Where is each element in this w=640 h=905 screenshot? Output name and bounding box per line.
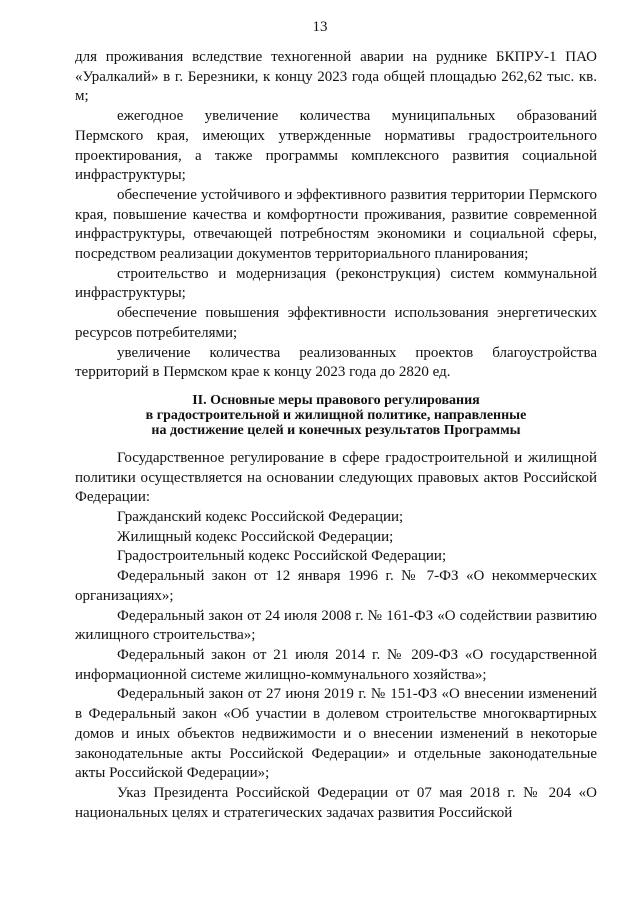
paragraph: обеспечение повышения эффективности использования энергетических ресурсов потребителями; (75, 305, 597, 341)
section-heading-line: на достижение целей и конечных результатов Программы (151, 422, 521, 438)
section-heading-line: II. Основные меры правового регулирования (192, 392, 480, 408)
section-heading (75, 393, 597, 438)
paragraph: ежегодное увеличение количества муниципальных образований Пермского края, имеющих утвержденные нормативы градостроительного проектирования, а также программы комплексного развития социальной инфраструктуры; (75, 108, 597, 184)
paragraph: обеспечение устойчивого и эффективного развития территории Пермского края, повышение качества и комфортности проживания, развитие современной инфраструктуры, отвечающей потребностям экономики и социальной сферы, посредством реализации документов территориального планирования; (75, 186, 597, 263)
list-item: Градостроительный кодекс Российской Федерации; (117, 548, 447, 565)
paragraph: для проживания вследствие техногенной аварии на руднике БКПРУ-1 ПАО «Уралкалий» в г. Березники, к концу 2023 года общей площадью 262,62 тыс. кв. м; (75, 49, 597, 105)
list-item: Гражданский кодекс Российской Федерации; (117, 509, 404, 526)
paragraph: Государственное регулирование в сфере градостроительной и жилищной политики осуществляется на основании следующих правовых актов Российской Федерации: (75, 449, 597, 506)
list-item: Федеральный закон от 27 июня 2019 г. № 151-ФЗ «О внесении изменений в Федеральный закон «Об участии в долевом строительстве многоквартирных домов и иных объектов недвижимости и о внесении изменений в некоторые законодательные акты Российской Федерации» и отдельные законодательные акты Российской Федерации»; (75, 686, 597, 782)
paragraph: увеличение количества реализованных проектов благоустройства территорий в Пермском крае к концу 2023 года до 2820 ед. (75, 344, 597, 381)
page-number: 13 (312, 19, 328, 35)
list-item: Федеральный закон от 12 января 1996 г. № 7-ФЗ «О некоммерческих организациях»; (75, 568, 597, 604)
list-item: Федеральный закон от 24 июля 2008 г. № 161-ФЗ «О содействии развитию жилищного строительства»; (75, 607, 597, 644)
list-item: Жилищный кодекс Российской Федерации; (117, 528, 394, 545)
paragraph: строительство и модернизация (реконструкция) систем коммунальной инфраструктуры; (75, 265, 597, 302)
document-body (75, 48, 597, 823)
section-heading-line: в градостроительной и жилищной политике, направленные (145, 407, 527, 423)
list-item: Федеральный закон от 21 июля 2014 г. № 209-ФЗ «О государственной информационной системе жилищно-коммунального хозяйства»; (75, 646, 597, 683)
list-item: Указ Президента Российской Федерации от 07 мая 2018 г. № 204 «О национальных целях и стратегических задачах развития Российской (75, 784, 597, 821)
